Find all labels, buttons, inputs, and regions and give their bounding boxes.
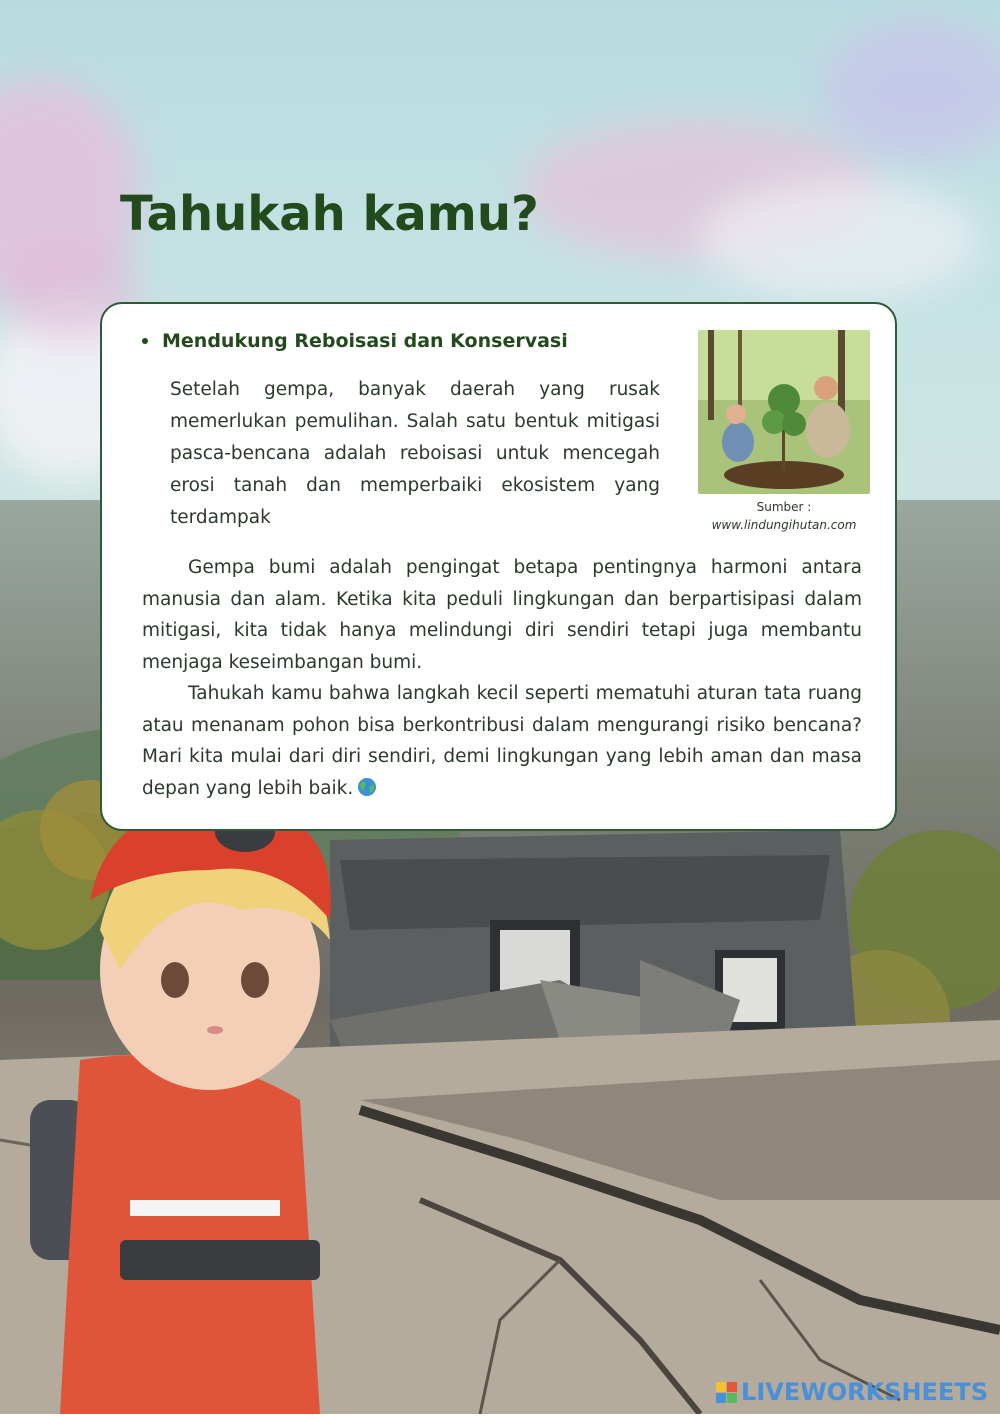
body-paragraph-2-text: Tahukah kamu bahwa langkah kecil seperti mematuhi aturan tata ruang atau menanam pohon bisa berkontribusi dalam mengurangi risiko bencana? Mari kita mulai dari diri sendiri, demi lingkungan yang lebih aman dan masa depan yang lebih baik.	[142, 683, 862, 799]
image-source-label: Sumber :	[756, 500, 812, 514]
planting-tree-image	[698, 330, 870, 494]
reforestation-photo	[698, 330, 870, 494]
globe-icon	[357, 777, 377, 797]
liveworksheets-logo-icon	[716, 1382, 737, 1403]
intro-paragraph: Setelah gempa, banyak daerah yang rusak memerlukan pemulihan. Salah satu bentuk mitigasi pasca-bencana adalah reboisasi untuk mencegah erosi tanah dan memperbaiki ekosistem yang terdampak	[170, 379, 660, 528]
body-paragraph-2	[142, 678, 862, 804]
watermark-text: LIVEWORKSHEETS	[741, 1378, 988, 1406]
bullet-heading	[142, 330, 568, 352]
bullet-heading-text: Mendukung Reboisasi dan Konservasi	[162, 330, 568, 352]
body-paragraph-1: Gempa bumi adalah pengingat betapa pentingnya harmoni antara manusia dan alam. Ketika kita peduli lingkungan dan berpartisipasi dalam mitigasi, kita tidak hanya melindungi diri sendiri tetapi juga membantu menjaga keseimbangan bumi.	[142, 557, 862, 673]
image-source-url: www.lindungihutan.com	[711, 518, 857, 532]
bullet-dot-icon	[142, 338, 148, 344]
page-title: Tahukah kamu?	[120, 186, 539, 242]
info-card	[100, 302, 897, 831]
image-source	[688, 498, 880, 534]
cloud-lavender-right	[820, 20, 1000, 160]
liveworksheets-watermark	[716, 1378, 988, 1406]
cloud-white-right	[700, 180, 980, 300]
